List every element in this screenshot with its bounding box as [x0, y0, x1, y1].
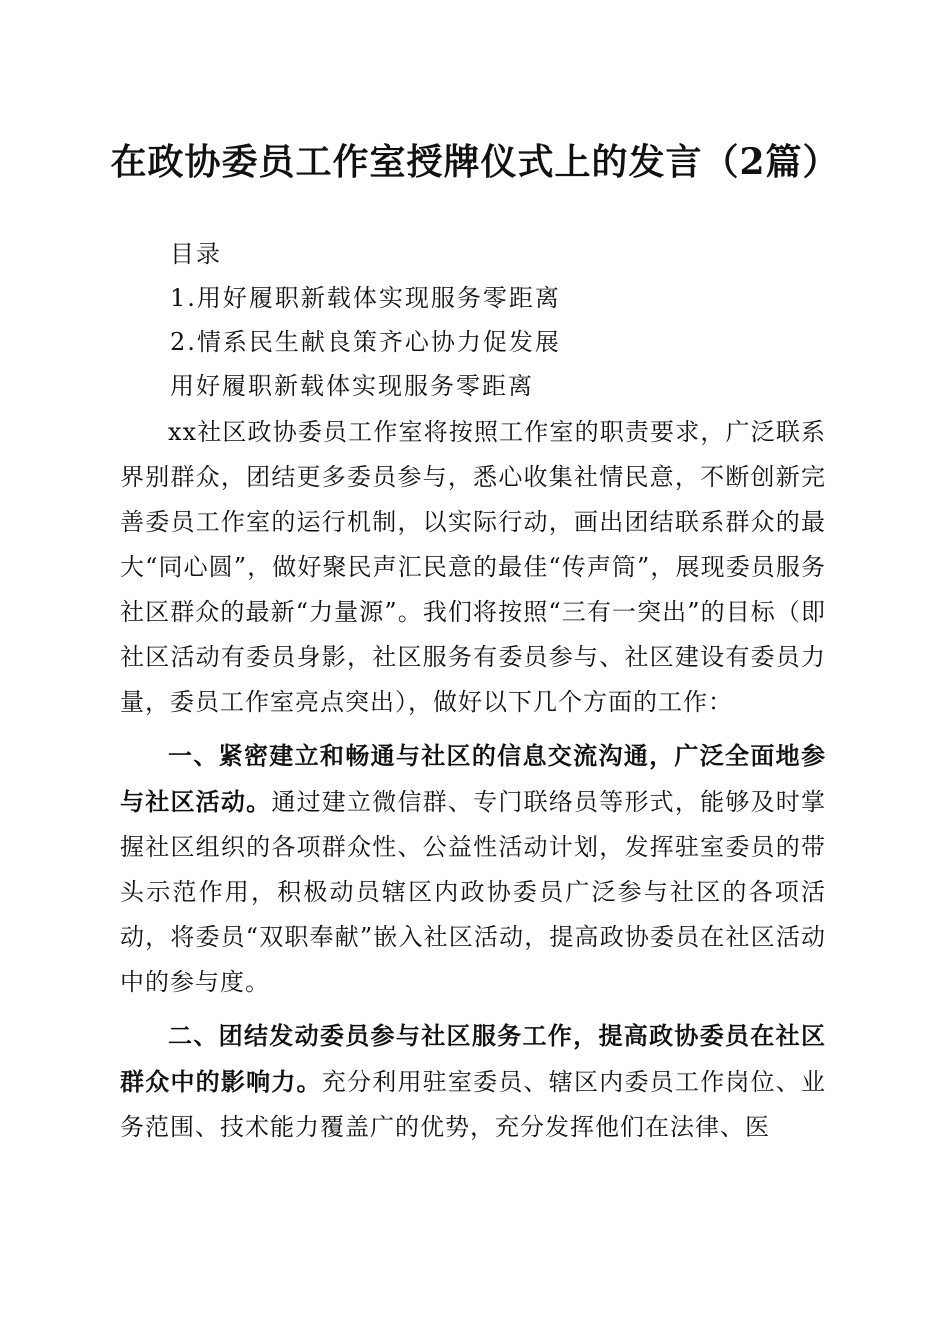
- document-title: 在政协委员工作室授牌仪式上的发言（2篇）: [110, 141, 840, 183]
- toc-heading: 目录: [170, 240, 222, 268]
- section-title: 用好履职新载体实现服务零距离: [170, 372, 534, 400]
- paragraph-text: 充分利用驻室委员、辖区内委员工作岗位、业务范围、技术能力覆盖广的优势，充分发挥他们在法律、医: [120, 1068, 827, 1141]
- paragraph-text: xx社区政协委员工作室将按照工作室的职责要求，广泛联系界别群众，团结更多委员参与，悉心收集社情民意，不断创新完善委员工作室的运行机制，以实际行动，画出团结联系群众的最大“同心圆”，做好聚民声汇民意的最佳“传声筒”，展现委员服务社区群众的最新“力量源”。我们将按照“三有一突出”的目标（即社区活动有委员身影，社区服务有委员参与、社区建设有委员力量，委员工作室亮点突出），做好以下几个方面的工作：: [120, 418, 826, 716]
- document-body: [120, 410, 826, 1150]
- paragraph-lead: 二、团结发动委员参与社区服务工作，提高政协委员在社区群众中的影响力。: [120, 1021, 826, 1096]
- body-paragraph: [120, 1013, 826, 1150]
- table-of-contents: [170, 232, 830, 408]
- body-paragraph: [120, 410, 826, 725]
- paragraph-text: 通过建立微信群、专门联络员等形式，能够及时掌握社区组织的各项群众性、公益性活动计划，发挥驻室委员的带头示范作用，积极动员辖区内政协委员广泛参与社区的各项活动，将委员“双职奉献”嵌入社区活动，提高政协委员在社区活动中的参与度。: [120, 788, 827, 996]
- toc-item: 1.用好履职新载体实现服务零距离: [170, 284, 561, 312]
- paragraph-lead: 一、紧密建立和畅通与社区的信息交流沟通，广泛全面地参与社区活动。: [120, 741, 826, 816]
- body-paragraph: [120, 733, 826, 1005]
- toc-item: 2.情系民生献良策齐心协力促发展: [170, 328, 561, 356]
